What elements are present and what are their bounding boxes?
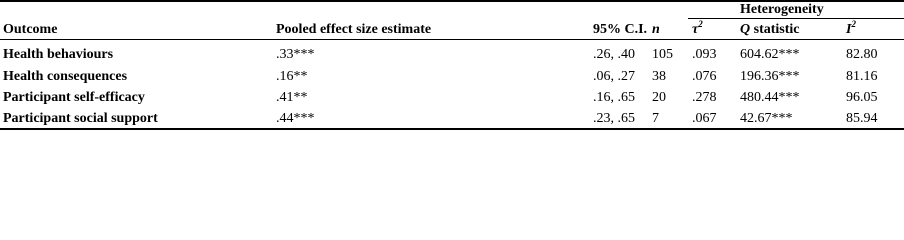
row-tau2: .093 bbox=[692, 47, 717, 62]
row-tau2: .278 bbox=[692, 90, 717, 105]
table-bottom-rule bbox=[0, 128, 904, 130]
q-label: statistic bbox=[750, 22, 800, 37]
i-symbol: I bbox=[846, 22, 852, 37]
row-tau2: .076 bbox=[692, 69, 717, 84]
row-ci: .23, .65 bbox=[593, 111, 635, 126]
header-ci: 95% C.I. bbox=[593, 22, 648, 37]
i-superscript: 2 bbox=[851, 19, 856, 29]
row-n: 105 bbox=[652, 47, 673, 62]
q-symbol: Q bbox=[740, 22, 751, 37]
heterogeneity-group-header: Heterogeneity bbox=[740, 2, 824, 17]
row-pooled: .41** bbox=[276, 90, 308, 105]
row-q: 604.62*** bbox=[740, 47, 800, 62]
row-pooled: .16** bbox=[276, 69, 308, 84]
header-outcome: Outcome bbox=[3, 22, 58, 37]
row-ci: .16, .65 bbox=[593, 90, 635, 105]
row-q: 42.67*** bbox=[740, 111, 793, 126]
header-q-statistic bbox=[740, 21, 800, 38]
header-n: n bbox=[652, 22, 660, 37]
row-n: 20 bbox=[652, 90, 666, 105]
row-pooled: .33*** bbox=[276, 47, 315, 62]
header-tau2 bbox=[692, 21, 703, 39]
row-n: 38 bbox=[652, 69, 666, 84]
row-outcome: Participant self-efficacy bbox=[3, 90, 145, 105]
row-outcome: Health behaviours bbox=[3, 47, 114, 62]
row-i2: 82.80 bbox=[846, 47, 878, 62]
row-ci: .26, .40 bbox=[593, 47, 635, 62]
row-i2: 96.05 bbox=[846, 90, 878, 105]
header-i2 bbox=[846, 21, 856, 39]
row-pooled: .44*** bbox=[276, 111, 315, 126]
header-pooled-effect: Pooled effect size estimate bbox=[276, 22, 432, 37]
row-outcome: Health consequences bbox=[3, 69, 128, 84]
row-tau2: .067 bbox=[692, 111, 717, 126]
heterogeneity-rule bbox=[688, 18, 904, 19]
row-q: 480.44*** bbox=[740, 90, 800, 105]
row-q: 196.36*** bbox=[740, 69, 800, 84]
row-i2: 85.94 bbox=[846, 111, 878, 126]
row-i2: 81.16 bbox=[846, 69, 878, 84]
row-n: 7 bbox=[652, 111, 659, 126]
tau-superscript: 2 bbox=[698, 19, 703, 29]
header-rule bbox=[0, 39, 904, 40]
row-outcome: Participant social support bbox=[3, 111, 158, 126]
row-ci: .06, .27 bbox=[593, 69, 635, 84]
tau-symbol: τ bbox=[692, 22, 699, 37]
